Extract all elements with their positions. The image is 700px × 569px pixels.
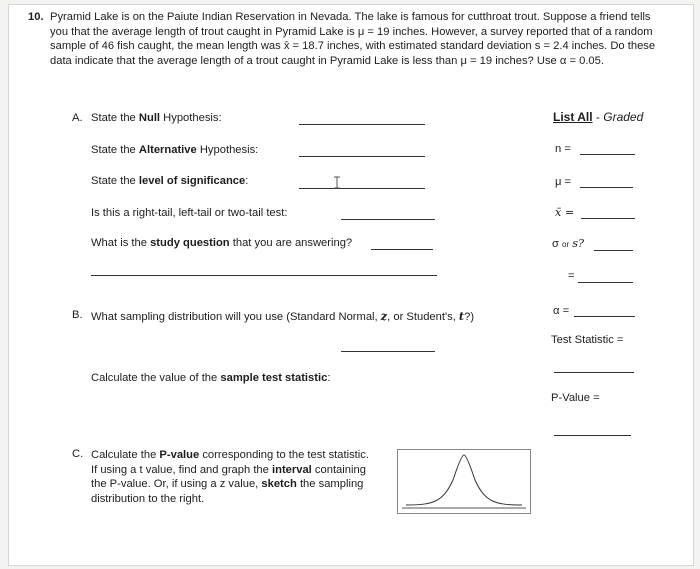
xbar-blank[interactable] bbox=[581, 218, 635, 219]
mu-label: μ = bbox=[555, 176, 572, 188]
text-cursor-icon bbox=[333, 176, 341, 189]
n-label: n = bbox=[555, 143, 571, 155]
tail-test-label: Is this a right-tail, left-tail or two-tail test: bbox=[91, 207, 288, 219]
alt-hypothesis-blank[interactable] bbox=[299, 156, 425, 157]
significance-label: State the level of significance: bbox=[91, 175, 249, 187]
part-a-letter: A. bbox=[72, 112, 83, 124]
sigma-or-s-label: σ or s? bbox=[552, 237, 584, 250]
pvalue-instructions: Calculate the P-value corresponding to the test statistic. If using a t value, find and graph the interval containing the P-value. Or, if using a z value, sketch the sampling distribution to the right. bbox=[91, 449, 369, 505]
pvalue-blank[interactable] bbox=[554, 435, 631, 436]
sigma-blank[interactable] bbox=[594, 250, 633, 251]
list-all-header: List All - Graded bbox=[553, 110, 644, 124]
part-c-letter: C. bbox=[72, 448, 84, 460]
part-b-letter: B. bbox=[72, 309, 83, 321]
question-body: Pyramid Lake is on the Paiute Indian Reservation in Nevada. The lake is famous for cutthroat trout. Suppose a friend tells you that the average length of trout caught in Pyramid Lake is μ = 19 inches. However, a survey reported that of a random sample of 46 fish caught, the mean length was x̄ = 18.7 inches, with estimated standard deviation s = 2.4 inches. Do these data indicate that the average length of a trout caught in Pyramid Lake is less than μ = 19 inches? Use α = 0.05. bbox=[50, 11, 656, 67]
alpha-blank[interactable] bbox=[574, 316, 635, 317]
n-blank[interactable] bbox=[580, 154, 635, 155]
se-blank[interactable] bbox=[578, 282, 633, 283]
xbar-label: x̄ = bbox=[555, 206, 575, 219]
test-statistic-label: Calculate the value of the sample test statistic: bbox=[91, 372, 331, 384]
test-statistic-result-label: Test Statistic = bbox=[551, 334, 624, 346]
sampling-distribution-blank[interactable] bbox=[341, 351, 435, 352]
alt-hypothesis-label: State the Alternative Hypothesis: bbox=[91, 144, 259, 156]
significance-blank[interactable] bbox=[299, 188, 425, 189]
null-hypothesis-label: State the Null Hypothesis: bbox=[91, 112, 222, 124]
pvalue-label: P-Value = bbox=[551, 392, 600, 404]
question-text bbox=[28, 10, 660, 68]
question-number: 10. bbox=[28, 11, 44, 23]
tail-test-blank[interactable] bbox=[341, 219, 435, 220]
mu-blank[interactable] bbox=[580, 187, 633, 188]
sampling-distribution-label: What sampling distribution will you use (Standard Normal, z, or Student's, t?) bbox=[91, 309, 475, 323]
study-question-blank-1[interactable] bbox=[371, 249, 433, 250]
alpha-label: α = bbox=[553, 305, 570, 317]
test-statistic-blank[interactable] bbox=[554, 372, 634, 373]
bell-curve-icon bbox=[398, 450, 530, 513]
study-question-label: What is the study question that you are answering? bbox=[91, 237, 353, 249]
distribution-sketch-box[interactable] bbox=[397, 449, 531, 514]
null-hypothesis-blank[interactable] bbox=[299, 124, 425, 125]
study-question-blank-2[interactable] bbox=[91, 275, 437, 276]
se-label: = bbox=[568, 270, 575, 282]
